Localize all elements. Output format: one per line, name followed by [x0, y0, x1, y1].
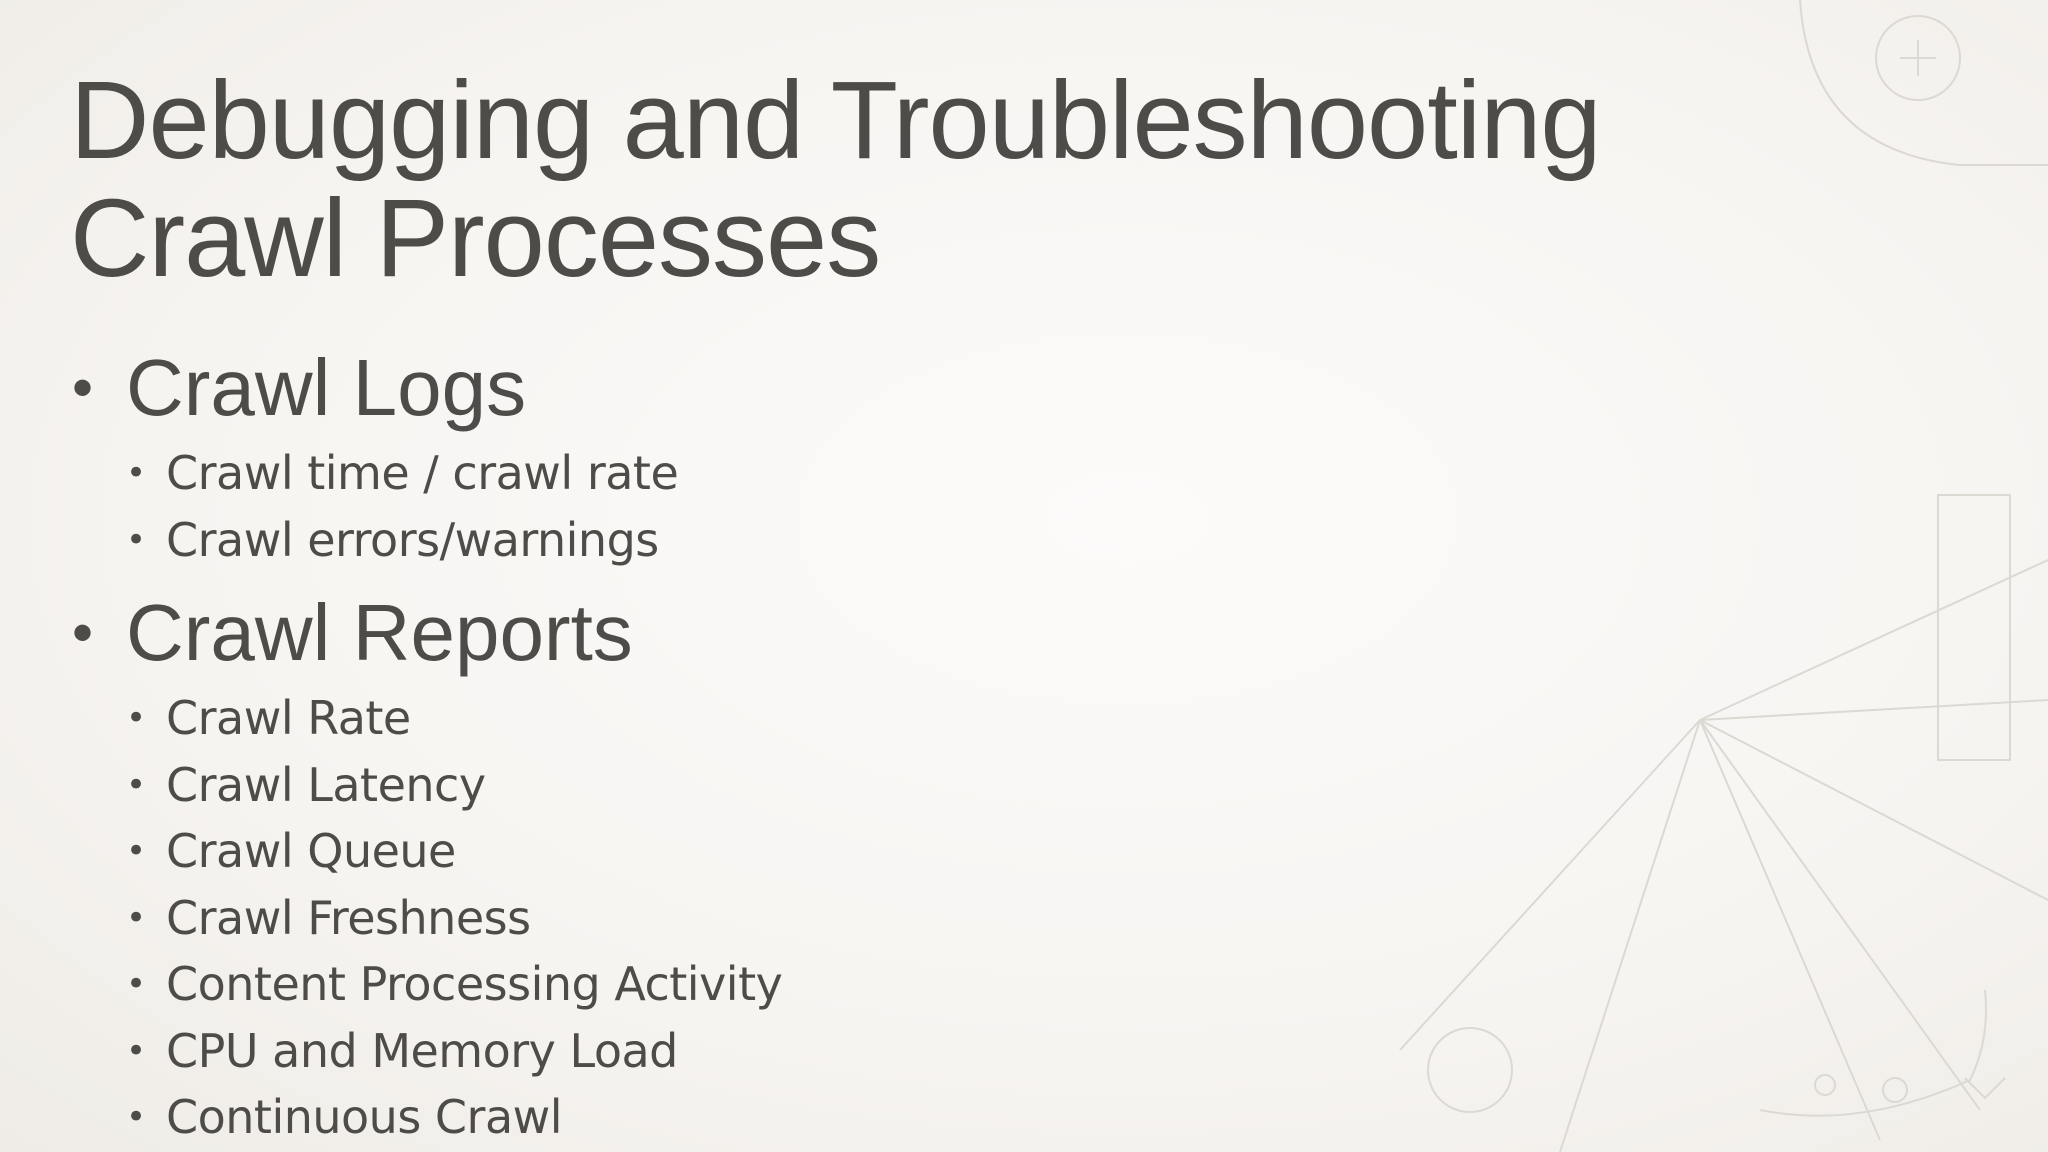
slide-title-line-2: Crawl Processes: [70, 177, 881, 300]
bullet-label: Crawl Reports: [126, 588, 633, 677]
slide-title-line-1: Debugging and Troubleshooting: [70, 59, 1601, 182]
sub-item-label: Crawl errors/warnings: [166, 512, 659, 567]
sub-bullet-dot-icon: •: [126, 698, 146, 738]
sub-item-label: Continuous Crawl: [166, 1090, 563, 1144]
sub-item-label: Crawl time / crawl rate: [166, 446, 679, 500]
bullet-dot-icon: •: [72, 599, 94, 666]
sub-item: [126, 951, 782, 1018]
sub-item: [126, 440, 782, 507]
sub-item-label: Crawl Rate: [166, 691, 411, 745]
slide-title: [70, 59, 1601, 300]
sub-bullet-dot-icon: •: [126, 764, 146, 805]
sub-bullet-dot-icon: •: [126, 831, 146, 871]
sub-item: [126, 685, 782, 752]
sub-item: [126, 1084, 782, 1151]
sub-item-label: CPU and Memory Load: [166, 1023, 678, 1078]
sub-bullet-dot-icon: •: [126, 1030, 146, 1071]
sub-item: [126, 885, 782, 952]
sub-item-label: Crawl Latency: [166, 757, 486, 812]
sub-item: [126, 752, 782, 819]
sub-item-label: Crawl Queue: [166, 824, 456, 878]
sub-bullet-dot-icon: •: [126, 1097, 146, 1137]
sub-bullet-dot-icon: •: [126, 897, 146, 938]
sub-bullet-dot-icon: •: [126, 964, 146, 1004]
sub-list-crawl-reports: [126, 681, 782, 1152]
bullet-label: Crawl Logs: [126, 343, 527, 432]
bullet-crawl-reports: [70, 585, 782, 1152]
bullet-crawl-logs: [70, 340, 782, 585]
sub-list-crawl-logs: [126, 436, 782, 585]
bullet-list: [70, 340, 782, 1152]
sub-bullet-dot-icon: •: [126, 453, 146, 493]
sub-item: [126, 818, 782, 885]
bullet-dot-icon: •: [72, 354, 94, 421]
sub-item: [126, 507, 782, 574]
sub-bullet-dot-icon: •: [126, 519, 146, 560]
sub-item-label: Crawl Freshness: [166, 890, 531, 945]
sub-item: [126, 1018, 782, 1085]
sub-item-label: Content Processing Activity: [166, 957, 783, 1011]
